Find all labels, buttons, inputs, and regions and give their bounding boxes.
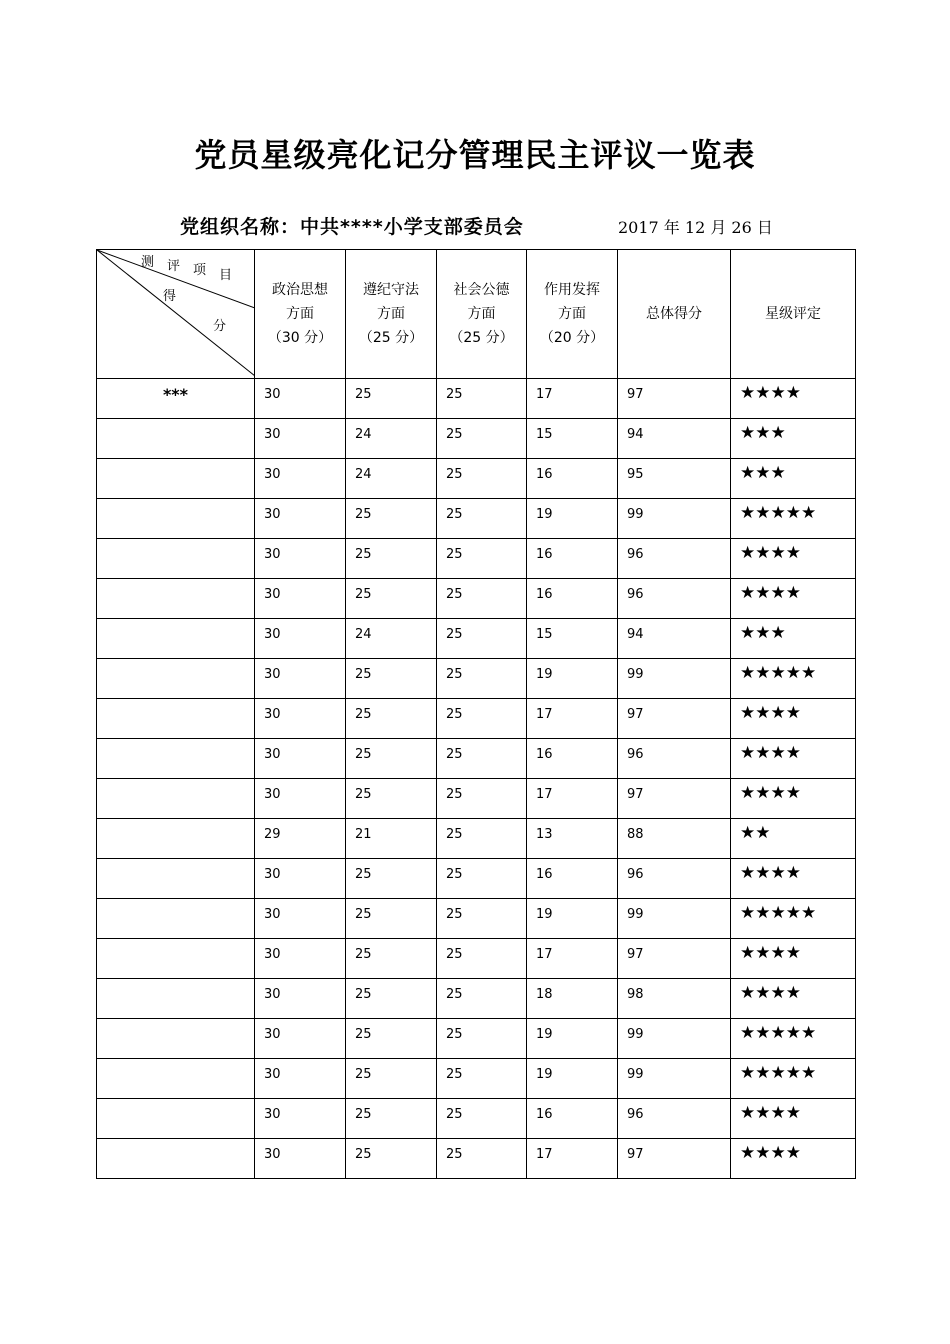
total-score-cell: 97 bbox=[618, 379, 731, 419]
political-score-cell: 30 bbox=[255, 1139, 346, 1179]
total-score-cell: 95 bbox=[618, 459, 731, 499]
table-row bbox=[97, 619, 856, 659]
morality-score-cell: 25 bbox=[437, 1139, 527, 1179]
discipline-score-cell: 25 bbox=[346, 859, 437, 899]
star-rating-cell: ★★★★ bbox=[731, 739, 856, 779]
morality-score-cell: 25 bbox=[437, 819, 527, 859]
table-row bbox=[97, 899, 856, 939]
discipline-score-cell: 25 bbox=[346, 379, 437, 419]
political-score-cell: 30 bbox=[255, 859, 346, 899]
discipline-score-cell: 25 bbox=[346, 579, 437, 619]
total-score-cell: 96 bbox=[618, 739, 731, 779]
role-score-cell: 19 bbox=[527, 899, 618, 939]
morality-score-cell: 25 bbox=[437, 739, 527, 779]
morality-score-cell: 25 bbox=[437, 899, 527, 939]
political-score-cell: 30 bbox=[255, 659, 346, 699]
table-row bbox=[97, 1099, 856, 1139]
document-date: 2017 年 12 月 26 日 bbox=[618, 218, 773, 237]
discipline-score-cell: 21 bbox=[346, 819, 437, 859]
member-name-cell: *** bbox=[97, 379, 255, 419]
member-name-cell bbox=[97, 899, 255, 939]
table-row bbox=[97, 539, 856, 579]
morality-score-cell: 25 bbox=[437, 979, 527, 1019]
role-score-cell: 16 bbox=[527, 859, 618, 899]
discipline-score-cell: 25 bbox=[346, 1139, 437, 1179]
header-line: 遵纪守法 bbox=[363, 282, 419, 298]
morality-score-cell: 25 bbox=[437, 659, 527, 699]
political-score-cell: 30 bbox=[255, 1099, 346, 1139]
political-score-cell: 30 bbox=[255, 579, 346, 619]
header-star-rating bbox=[731, 250, 856, 379]
header-line: 星级评定 bbox=[765, 306, 821, 322]
member-name-cell bbox=[97, 739, 255, 779]
diag-char: 得 bbox=[163, 289, 177, 304]
role-score-cell: 19 bbox=[527, 659, 618, 699]
header-line: （30 分） bbox=[267, 330, 333, 346]
discipline-score-cell: 24 bbox=[346, 459, 437, 499]
table-row bbox=[97, 779, 856, 819]
discipline-score-cell: 25 bbox=[346, 979, 437, 1019]
organization-name: 党组织名称：中共****小学支部委员会 bbox=[180, 216, 524, 238]
discipline-score-cell: 25 bbox=[346, 739, 437, 779]
member-name-cell bbox=[97, 939, 255, 979]
discipline-score-cell: 25 bbox=[346, 539, 437, 579]
political-score-cell: 30 bbox=[255, 939, 346, 979]
member-name-cell bbox=[97, 579, 255, 619]
total-score-cell: 97 bbox=[618, 939, 731, 979]
discipline-score-cell: 24 bbox=[346, 419, 437, 459]
header-line: 方面 bbox=[558, 306, 586, 322]
political-score-cell: 30 bbox=[255, 379, 346, 419]
star-rating-cell: ★★★ bbox=[731, 459, 856, 499]
member-name-cell bbox=[97, 859, 255, 899]
role-score-cell: 18 bbox=[527, 979, 618, 1019]
political-score-cell: 30 bbox=[255, 899, 346, 939]
role-score-cell: 16 bbox=[527, 539, 618, 579]
political-score-cell: 30 bbox=[255, 419, 346, 459]
table-row bbox=[97, 739, 856, 779]
header-total bbox=[618, 250, 731, 379]
morality-score-cell: 25 bbox=[437, 1019, 527, 1059]
diag-char: 测 bbox=[141, 255, 155, 270]
star-rating-cell: ★★★★★ bbox=[731, 1019, 856, 1059]
header-political bbox=[255, 250, 346, 379]
role-score-cell: 16 bbox=[527, 1099, 618, 1139]
header-morality bbox=[437, 250, 527, 379]
member-name-cell bbox=[97, 1099, 255, 1139]
table-row bbox=[97, 939, 856, 979]
role-score-cell: 17 bbox=[527, 779, 618, 819]
star-rating-cell: ★★★ bbox=[731, 419, 856, 459]
header-line: 政治思想 bbox=[272, 282, 328, 298]
morality-score-cell: 25 bbox=[437, 619, 527, 659]
morality-score-cell: 25 bbox=[437, 579, 527, 619]
political-score-cell: 30 bbox=[255, 739, 346, 779]
total-score-cell: 96 bbox=[618, 579, 731, 619]
star-rating-cell: ★★★★ bbox=[731, 1099, 856, 1139]
diagonal-header-cell bbox=[97, 250, 255, 379]
discipline-score-cell: 25 bbox=[346, 899, 437, 939]
star-rating-cell: ★★★★ bbox=[731, 379, 856, 419]
political-score-cell: 30 bbox=[255, 979, 346, 1019]
member-name-cell bbox=[97, 659, 255, 699]
header-role bbox=[527, 250, 618, 379]
table-row bbox=[97, 1139, 856, 1179]
header-line: 方面 bbox=[467, 306, 496, 322]
header-line: （20 分） bbox=[539, 330, 605, 346]
total-score-cell: 99 bbox=[618, 499, 731, 539]
role-score-cell: 15 bbox=[527, 419, 618, 459]
total-score-cell: 97 bbox=[618, 699, 731, 739]
discipline-score-cell: 25 bbox=[346, 1019, 437, 1059]
total-score-cell: 96 bbox=[618, 539, 731, 579]
header-line: 方面 bbox=[377, 306, 405, 322]
diag-char: 分 bbox=[213, 319, 227, 334]
political-score-cell: 30 bbox=[255, 1059, 346, 1099]
table-row bbox=[97, 459, 856, 499]
diag-char: 目 bbox=[219, 268, 233, 283]
table-row bbox=[97, 579, 856, 619]
political-score-cell: 30 bbox=[255, 499, 346, 539]
discipline-score-cell: 24 bbox=[346, 619, 437, 659]
star-rating-cell: ★★★ bbox=[731, 619, 856, 659]
political-score-cell: 30 bbox=[255, 1019, 346, 1059]
morality-score-cell: 25 bbox=[437, 1099, 527, 1139]
header-discipline bbox=[346, 250, 437, 379]
star-rating-cell: ★★★★★ bbox=[731, 899, 856, 939]
total-score-cell: 97 bbox=[618, 779, 731, 819]
role-score-cell: 17 bbox=[527, 379, 618, 419]
role-score-cell: 16 bbox=[527, 459, 618, 499]
table-row bbox=[97, 499, 856, 539]
member-name-cell bbox=[97, 779, 255, 819]
star-rating-cell: ★★★★★ bbox=[731, 1059, 856, 1099]
total-score-cell: 99 bbox=[618, 899, 731, 939]
discipline-score-cell: 25 bbox=[346, 939, 437, 979]
header-line: （25 分） bbox=[449, 330, 514, 346]
political-score-cell: 30 bbox=[255, 619, 346, 659]
role-score-cell: 19 bbox=[527, 499, 618, 539]
header-line: 总体得分 bbox=[646, 306, 702, 322]
morality-score-cell: 25 bbox=[437, 859, 527, 899]
member-name-cell bbox=[97, 1059, 255, 1099]
member-name-cell bbox=[97, 419, 255, 459]
table-row bbox=[97, 979, 856, 1019]
table-row bbox=[97, 1059, 856, 1099]
role-score-cell: 17 bbox=[527, 939, 618, 979]
member-name-cell bbox=[97, 979, 255, 1019]
star-rating-cell: ★★★★ bbox=[731, 979, 856, 1019]
member-name-cell bbox=[97, 1019, 255, 1059]
member-name-cell bbox=[97, 619, 255, 659]
total-score-cell: 97 bbox=[618, 1139, 731, 1179]
total-score-cell: 99 bbox=[618, 1059, 731, 1099]
header-line: （25 分） bbox=[358, 330, 424, 346]
total-score-cell: 94 bbox=[618, 619, 731, 659]
star-rating-cell: ★★ bbox=[731, 819, 856, 859]
table-row bbox=[97, 379, 856, 419]
total-score-cell: 98 bbox=[618, 979, 731, 1019]
star-rating-cell: ★★★★ bbox=[731, 939, 856, 979]
table-row bbox=[97, 859, 856, 899]
total-score-cell: 94 bbox=[618, 419, 731, 459]
discipline-score-cell: 25 bbox=[346, 499, 437, 539]
member-name-cell bbox=[97, 499, 255, 539]
star-rating-cell: ★★★★ bbox=[731, 539, 856, 579]
morality-score-cell: 25 bbox=[437, 699, 527, 739]
discipline-score-cell: 25 bbox=[346, 1099, 437, 1139]
role-score-cell: 16 bbox=[527, 579, 618, 619]
morality-score-cell: 25 bbox=[437, 379, 527, 419]
star-rating-cell: ★★★★★ bbox=[731, 499, 856, 539]
member-name-cell bbox=[97, 459, 255, 499]
discipline-score-cell: 25 bbox=[346, 1059, 437, 1099]
star-rating-cell: ★★★★ bbox=[731, 1139, 856, 1179]
table-row bbox=[97, 419, 856, 459]
star-rating-cell: ★★★★ bbox=[731, 579, 856, 619]
header-line: 作用发挥 bbox=[544, 282, 600, 298]
morality-score-cell: 25 bbox=[437, 539, 527, 579]
member-name-cell bbox=[97, 699, 255, 739]
star-rating-cell: ★★★★ bbox=[731, 699, 856, 739]
political-score-cell: 29 bbox=[255, 819, 346, 859]
total-score-cell: 99 bbox=[618, 659, 731, 699]
star-rating-cell: ★★★★ bbox=[731, 779, 856, 819]
morality-score-cell: 25 bbox=[437, 1059, 527, 1099]
discipline-score-cell: 25 bbox=[346, 699, 437, 739]
morality-score-cell: 25 bbox=[437, 499, 527, 539]
role-score-cell: 17 bbox=[527, 699, 618, 739]
star-rating-cell: ★★★★★ bbox=[731, 659, 856, 699]
role-score-cell: 19 bbox=[527, 1019, 618, 1059]
page-title: 党员星级亮化记分管理民主评议一览表 bbox=[194, 136, 756, 174]
member-name-cell bbox=[97, 1139, 255, 1179]
political-score-cell: 30 bbox=[255, 699, 346, 739]
role-score-cell: 13 bbox=[527, 819, 618, 859]
morality-score-cell: 25 bbox=[437, 779, 527, 819]
role-score-cell: 16 bbox=[527, 739, 618, 779]
role-score-cell: 15 bbox=[527, 619, 618, 659]
political-score-cell: 30 bbox=[255, 539, 346, 579]
political-score-cell: 30 bbox=[255, 459, 346, 499]
total-score-cell: 96 bbox=[618, 1099, 731, 1139]
role-score-cell: 19 bbox=[527, 1059, 618, 1099]
table-header-row bbox=[97, 250, 856, 379]
header-line: 方面 bbox=[286, 306, 314, 322]
table-row bbox=[97, 699, 856, 739]
discipline-score-cell: 25 bbox=[346, 779, 437, 819]
table-row bbox=[97, 1019, 856, 1059]
total-score-cell: 96 bbox=[618, 859, 731, 899]
table-row bbox=[97, 659, 856, 699]
total-score-cell: 88 bbox=[618, 819, 731, 859]
discipline-score-cell: 25 bbox=[346, 659, 437, 699]
morality-score-cell: 25 bbox=[437, 939, 527, 979]
diag-char: 评 bbox=[167, 259, 181, 274]
role-score-cell: 17 bbox=[527, 1139, 618, 1179]
evaluation-table bbox=[96, 249, 856, 1179]
star-rating-cell: ★★★★ bbox=[731, 859, 856, 899]
morality-score-cell: 25 bbox=[437, 459, 527, 499]
total-score-cell: 99 bbox=[618, 1019, 731, 1059]
header-line: 社会公德 bbox=[453, 282, 510, 298]
political-score-cell: 30 bbox=[255, 779, 346, 819]
member-name-cell bbox=[97, 539, 255, 579]
member-name-cell bbox=[97, 819, 255, 859]
table-row bbox=[97, 819, 856, 859]
table-body bbox=[97, 379, 856, 1179]
morality-score-cell: 25 bbox=[437, 419, 527, 459]
diag-char: 项 bbox=[193, 263, 207, 278]
